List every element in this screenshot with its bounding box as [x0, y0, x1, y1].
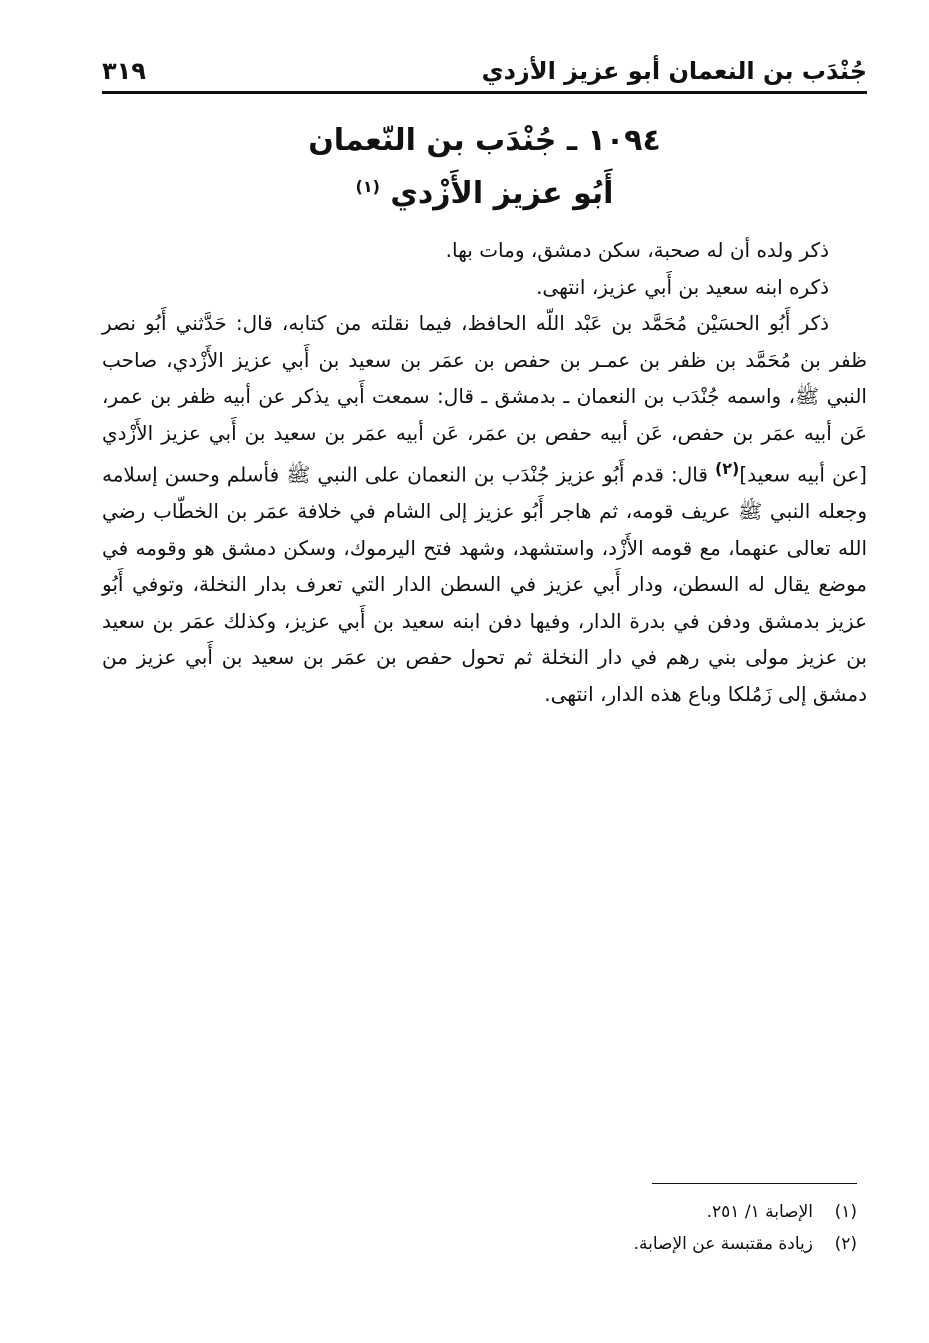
paragraph-3 — [102, 305, 867, 712]
running-title: جُنْدَب بن النعمان أبو عزيز الأزدي — [481, 57, 867, 85]
paragraph-1: ذكر ولده أن له صحبة، سكن دمشق، ومات بها. — [445, 238, 829, 262]
footnote-ref-2: (٢) — [714, 459, 740, 478]
footnote-text: زيادة مقتبسة عن الإصابة. — [633, 1234, 813, 1254]
footnote-number: (٢) — [834, 1234, 857, 1254]
paragraph-3-part-b: قال: قدم أَبُو عزيز جُنْدَب بن النعمان على النبي ﷺ فأسلم وحسن إسلامه وجعله النبي ﷺ عريف قومه، ثم هاجر أَبُو عزيز إلى الشام في خلافة عمَر بن الخطّاب رضي الله تعالى عنهما، مع قومه الأَزْد، واستشهد، وشهد فتح اليرموك، وسكن دمشق هو وقومه في موضع يقال له السطن، ودار أَبي عزيز في السطن الدار التي تعرف بدار النخلة، وتوفي أَبُو عزيز بدمشق ودفن في بدرة الدار، وفيها دفن ابنه سعيد بن أَبي عزيز، وكذلك عمَر بن سعيد بن عزيز مولى بني رهم في دار النخلة ثم تحول حفص بن عمَر بن سعيد بن أَبي عزيز من دمشق إلى زَمُلكا وباع هذه الدار، انتهى. — [102, 462, 867, 706]
footnotes — [102, 1196, 857, 1260]
paragraph-3-part-a: ذكر أَبُو الحسَيْن مُحَمَّد بن عَبْد اللّه الحافظ، فيما نقلته من كتابه، قال: حَدَّثني أَبُو نصر ظفر بن مُحَمَّد بن ظفر بن عمـر بن حفص بن عمَر بن سعيد بن أَبي عزيز الأَزْدي، صاحب النبي ﷺ، واسمه جُنْدَب بن النعمان ـ بدمشق ـ قال: سمعت أَبي يذكر عن أبيه ظفر بن عمر، عَن أبيه عمَر بن حفص، عَن أبيه حفص بن عمَر، عَن أبيه عمَر بن سعيد بن أَبي عزيز الأَزْدي [عن أبيه سعيد] — [102, 311, 867, 487]
entry-title: ١٠٩٤ ـ جُنْدَب بن النّعمان — [308, 123, 661, 158]
paragraph-2: ذكره ابنه سعيد بن أَبي عزيز، انتهى. — [536, 274, 829, 299]
entry-heading — [102, 118, 867, 217]
footnote-1 — [102, 1196, 857, 1228]
footnote-ref-1: (١) — [355, 177, 380, 196]
footnote-text: الإصابة ١/ ٢٥١. — [706, 1202, 813, 1222]
running-head — [102, 48, 867, 94]
page-number: ٣١٩ — [102, 57, 146, 85]
entry-subtitle-text: أَبُو عزيز الأَزْدي — [390, 176, 614, 211]
footnote-rule — [652, 1183, 857, 1184]
footnote-2 — [102, 1228, 857, 1260]
entry-subtitle — [102, 164, 867, 217]
body-text — [102, 232, 867, 712]
footnote-number: (١) — [834, 1202, 857, 1222]
